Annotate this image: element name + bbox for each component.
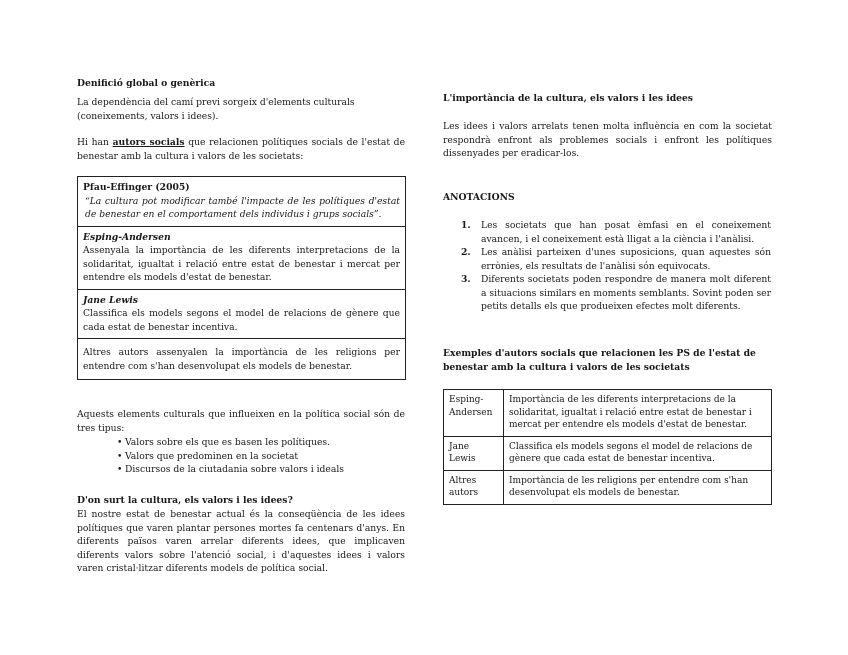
importance-heading: L'importància de la cultura, els valors i les idees xyxy=(443,93,693,104)
notes-heading: ANOTACIONS xyxy=(443,192,515,203)
table-cell-text: Importància de les religions per entendre com s'han desenvolupat els models de benestar. xyxy=(504,470,772,504)
autors-socials-link: autors socials xyxy=(112,137,185,148)
examples-table xyxy=(443,389,772,505)
author-name: Pfau-Effinger (2005) xyxy=(83,182,190,193)
table-cell-text: Classifica els models segons el model de relacions de gènere que cada estat de benestar incentiva. xyxy=(504,436,772,470)
list-item: • Valors sobre els que es basen les polítiques. xyxy=(117,436,344,450)
author-cell-lewis xyxy=(78,290,405,340)
table-row xyxy=(444,390,772,437)
author-description: Assenyala la importància de les diferents interpretacions de la solidaritat, igualtat i relació entre estat de benestar i mercat per entendre els models d'estat de benestar. xyxy=(83,245,400,283)
origin-text: El nostre estat de benestar actual és la conseqüència de les idees polítiques que varen plantar persones mortes fa centenars d'anys. En diferents països varen arrelar diferents idees, que implicaven diferents valors sobre l'atenció social, i d'aquestes idees i valors varen cristal·litzar diferents models de política social. xyxy=(77,509,405,574)
author-description: Altres autors assenyalen la importància de les religions per entendre com s'han desenvolupat els models de benestar. xyxy=(83,347,400,372)
authors-box xyxy=(77,176,406,380)
intro-pre: Hi han xyxy=(77,137,113,148)
author-name: Jane Lewis xyxy=(83,294,138,306)
author-description: Classifica els models segons el model de relacions de gènere que cada estat de benestar incentiva. xyxy=(83,308,400,333)
table-cell-author: Jane Lewis xyxy=(444,436,504,470)
definition-text: La dependència del camí previ sorgeix d'elements culturals (coneixements, valors i idees). xyxy=(77,97,355,122)
importance-text: Les idees i valors arrelats tenen molta influència en com la societat respondrà enfront als problemes socials i enfront les polítiques dissenyades per eradicar-los. xyxy=(443,121,772,159)
list-item: • Valors que predominen en la societat xyxy=(117,450,344,464)
list-item xyxy=(461,246,771,273)
definition-heading: Denifició global o genèrica xyxy=(77,78,216,89)
notes-list xyxy=(461,219,771,314)
examples-heading: Exemples d'autors socials que relacionen les PS de l'estat de benestar amb la cultura i valors de les societats xyxy=(443,348,756,373)
table-row xyxy=(444,436,772,470)
note-number: 1. xyxy=(461,220,471,231)
table-cell-author: Esping-Andersen xyxy=(444,390,504,437)
note-text: Les societats que han posat èmfasi en el coneixement avancen, i el coneixement està lligat a la ciència i l'anàlisi. xyxy=(481,220,771,245)
author-name: Esping-Andersen xyxy=(83,231,171,243)
list-item: • Discursos de la ciutadania sobre valors i ideals xyxy=(117,463,344,477)
elements-list xyxy=(117,436,344,477)
note-number: 3. xyxy=(461,274,471,285)
table-row xyxy=(444,470,772,504)
note-number: 2. xyxy=(461,247,471,258)
author-cell-others xyxy=(78,339,405,379)
author-cell-pfau xyxy=(78,177,405,227)
note-text: Les anàlisi parteixen d'unes suposicions, quan aquestes són errònies, els resultats de l'anàlisi són equivocats. xyxy=(481,247,771,272)
note-text: Diferents societats poden respondre de manera molt diferent a situacions similars en moments semblants. Sovint poden ser petits detalls els que produeixen efectes molt diferents. xyxy=(481,274,771,312)
intro-paragraph xyxy=(77,136,405,163)
elements-intro: Aquests elements culturals que influeixen en la política social són de tres tipus: xyxy=(77,409,405,434)
table-cell-author: Altres autors xyxy=(444,470,504,504)
origin-heading: D'on surt la cultura, els valors i les idees? xyxy=(77,495,293,506)
list-item xyxy=(461,273,771,314)
author-cell-esping xyxy=(78,227,405,290)
list-item xyxy=(461,219,771,246)
intro-post: que relacionen polítiques socials de l'estat de benestar amb la cultura i valors de les societats: xyxy=(77,137,406,162)
author-quote: “La cultura pot modificar també l'impacte de les polítiques d'estat de benestar en el comportament dels individus i grups socials”. xyxy=(85,195,400,220)
table-cell-text: Importància de les diferents interpretacions de la solidaritat, igualtat i relació entre estat de benestar i mercat per entendre els models d'estat de benestar. xyxy=(504,390,772,437)
